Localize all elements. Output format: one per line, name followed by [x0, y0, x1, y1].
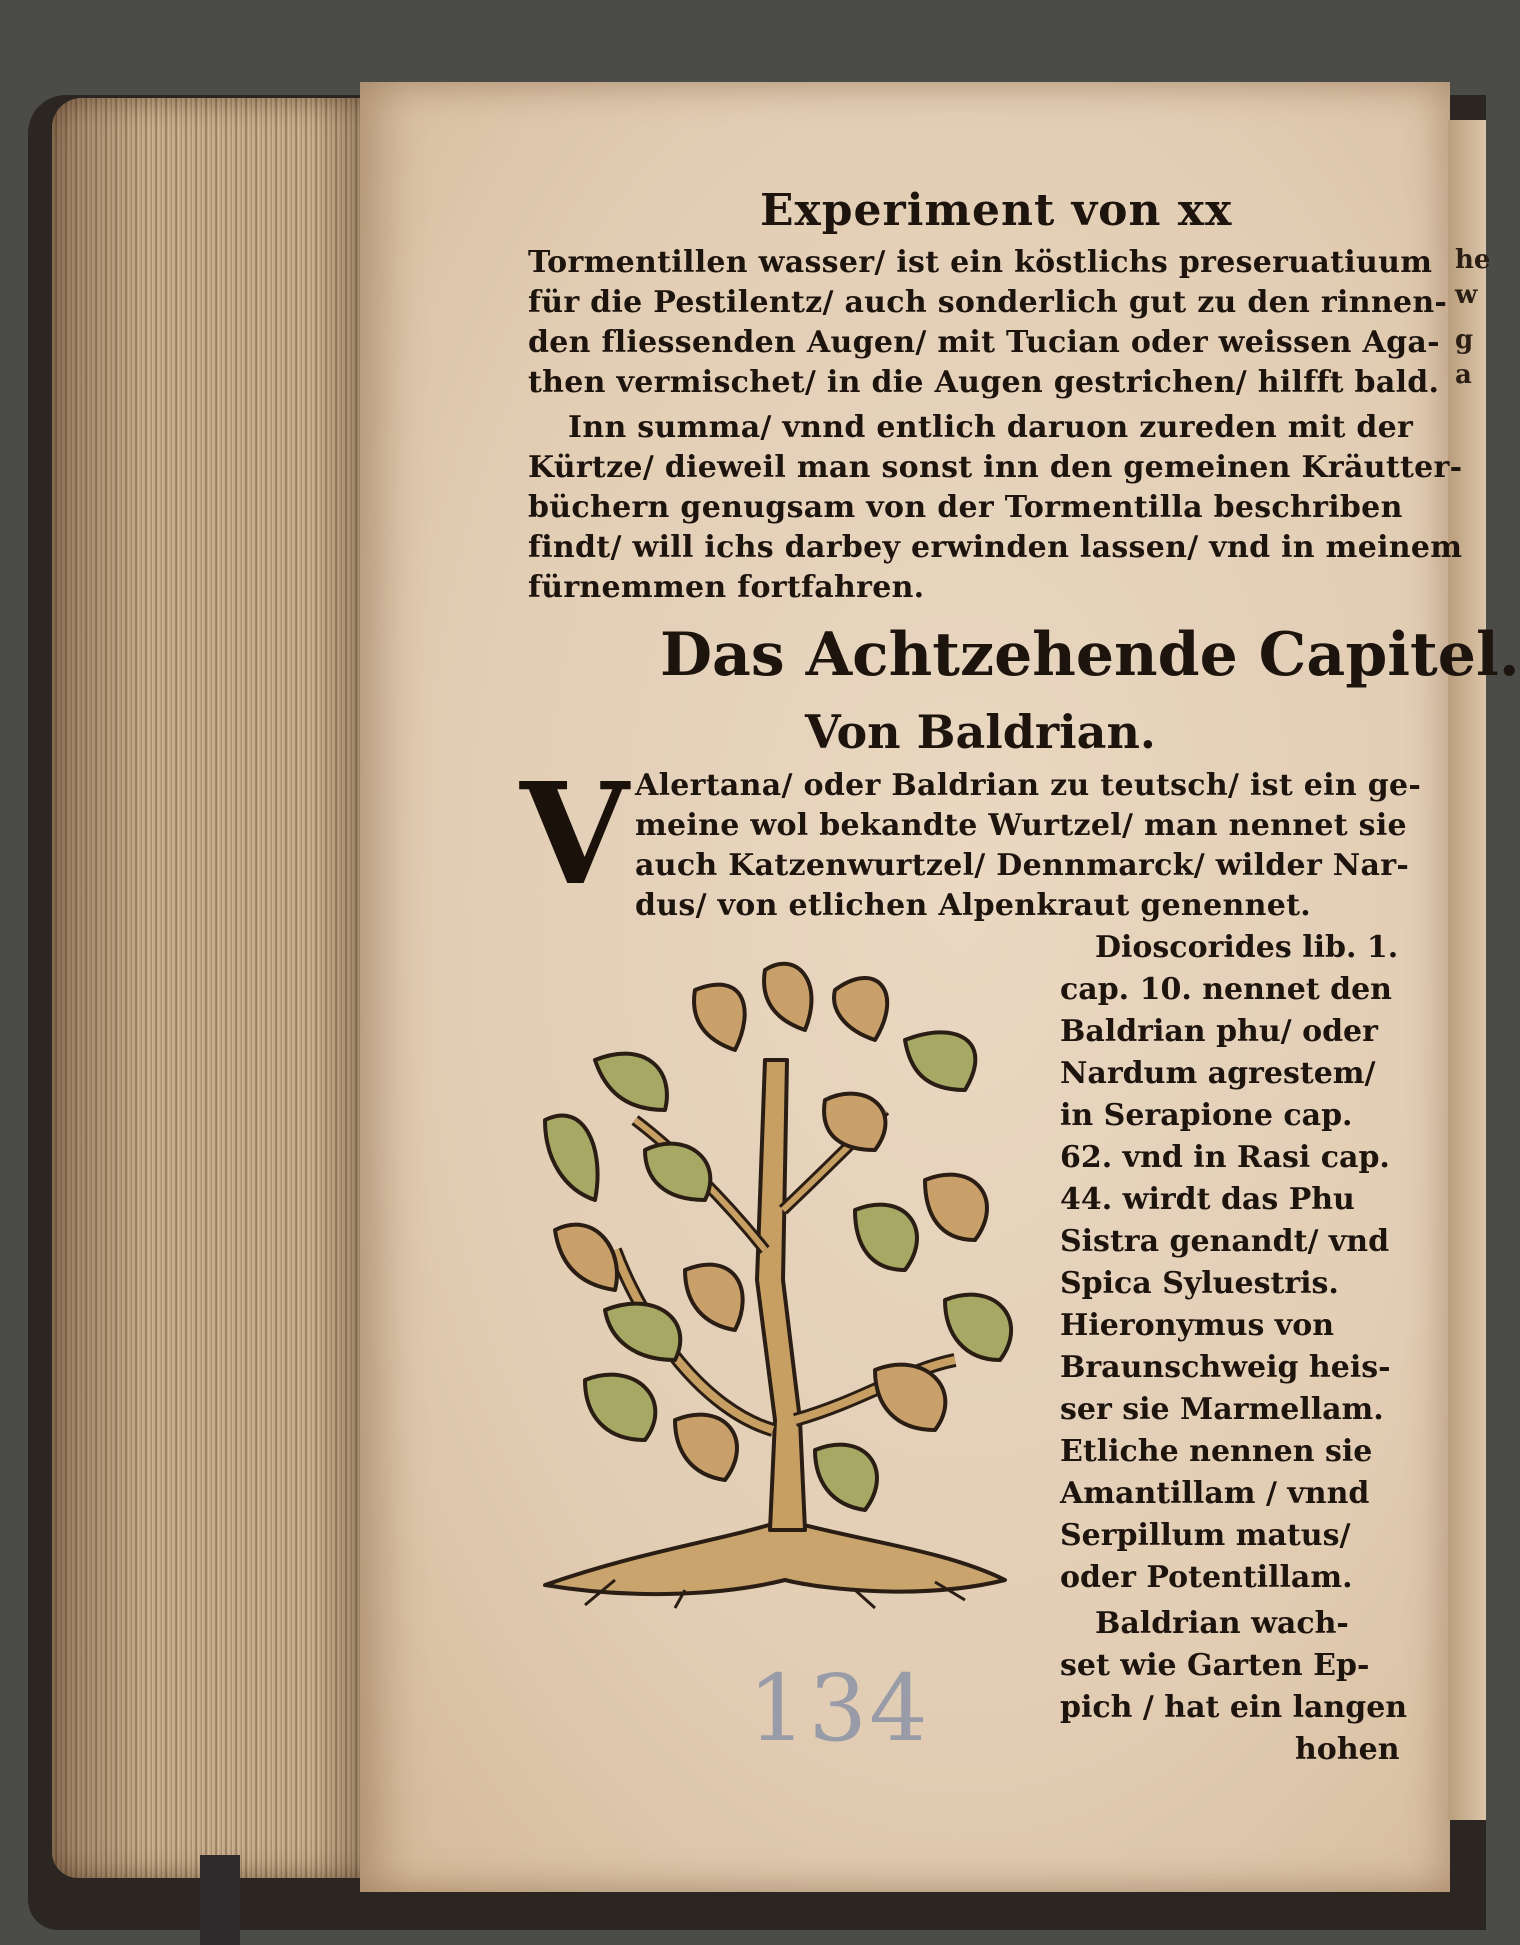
- text-line: Tormentillen wasser/ ist ein köstlichs preseruatiuum: [528, 245, 1433, 280]
- text-line: dus/ von etlichen Alpenkraut genennet.: [635, 888, 1311, 923]
- text-line: Kürtze/ dieweil man sonst inn den gemeinen Kräutter-: [528, 450, 1463, 485]
- page-edges: [52, 98, 377, 1878]
- text-line: Inn summa/ vnnd entlich daruon zureden mit der: [568, 410, 1414, 445]
- decorated-initial: V: [520, 753, 629, 917]
- running-header: Experiment von xx: [760, 185, 1233, 236]
- text-line: für die Pestilentz/ auch sonderlich gut zu den rinnen-: [528, 285, 1448, 320]
- text-line: büchern genugsam von der Tormentilla beschriben: [528, 490, 1403, 525]
- chapter-title: Das Achtzehende Capitel.: [660, 620, 1520, 690]
- bookmark-ribbon: [200, 1855, 240, 1945]
- chapter-subtitle: Von Baldrian.: [805, 705, 1156, 759]
- column-line: Serpillum matus/: [1060, 1518, 1351, 1553]
- column-line: set wie Garten Ep-: [1060, 1648, 1370, 1683]
- next-page-glyph: he: [1455, 245, 1491, 275]
- column-line: oder Potentillam.: [1060, 1560, 1353, 1595]
- column-line: Nardum agrestem/: [1060, 1056, 1376, 1091]
- column-line: Sistra genandt/ vnd: [1060, 1224, 1390, 1259]
- column-line: Spica Syluestris.: [1060, 1266, 1339, 1301]
- column-line: in Serapione cap.: [1060, 1098, 1353, 1133]
- column-line: Baldrian wach-: [1095, 1606, 1349, 1641]
- next-page-glyph: g: [1455, 325, 1474, 355]
- text-line: then vermischet/ in die Augen gestrichen/ hilfft bald.: [528, 365, 1440, 400]
- column-line: Braunschweig heis-: [1060, 1350, 1391, 1385]
- column-line: hohen: [1295, 1732, 1400, 1767]
- column-line: Baldrian phu/ oder: [1060, 1014, 1378, 1049]
- handwritten-page-number: 134: [748, 1655, 930, 1762]
- column-line: Etliche nennen sie: [1060, 1434, 1373, 1469]
- column-line: 62. vnd in Rasi cap.: [1060, 1140, 1390, 1175]
- text-line: den fliessenden Augen/ mit Tucian oder weissen Aga-: [528, 325, 1440, 360]
- text-line: auch Katzenwurtzel/ Dennmarck/ wilder Nar-: [635, 848, 1410, 883]
- next-page-glyph: a: [1455, 360, 1472, 390]
- column-line: Amantillam / vnnd: [1060, 1476, 1370, 1511]
- text-line: meine wol bekandte Wurtzel/ man nennet sie: [635, 808, 1407, 843]
- text-line: fürnemmen fortfahren.: [528, 570, 925, 605]
- text-line: findt/ will ichs darbey erwinden lassen/ vnd in meinem: [528, 530, 1463, 565]
- next-page-glyph: w: [1455, 280, 1478, 310]
- column-line: Dioscorides lib. 1.: [1095, 930, 1399, 965]
- text-line: Alertana/ oder Baldrian zu teutsch/ ist ein ge-: [635, 768, 1422, 803]
- column-line: cap. 10. nennet den: [1060, 972, 1392, 1007]
- column-line: Hieronymus von: [1060, 1308, 1335, 1343]
- column-line: 44. wirdt das Phu: [1060, 1182, 1355, 1217]
- valerian-woodcut-illustration: [525, 950, 1045, 1610]
- column-line: ser sie Marmellam.: [1060, 1392, 1384, 1427]
- column-line: pich / hat ein langen: [1060, 1690, 1408, 1725]
